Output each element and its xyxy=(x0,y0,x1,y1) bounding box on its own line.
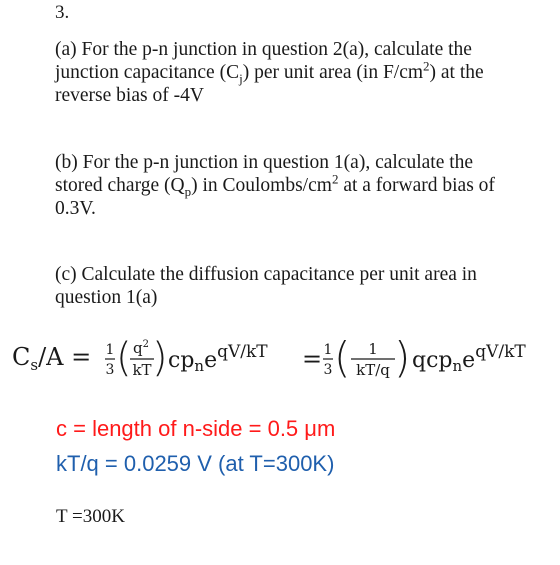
part-c-text xyxy=(55,263,477,309)
formula-left-paren-1: ( xyxy=(116,335,132,381)
formula-third-denominator-2: 3 xyxy=(323,362,333,378)
question-number: 3. xyxy=(55,2,70,23)
formula-f2-denominator: kT/q xyxy=(356,361,390,379)
formula-lhs: $C_s/A$ = xyxy=(12,343,92,374)
part-c-line-1: (c) Calculate the diffusion capacitance per unit area in xyxy=(55,264,477,285)
length-note: c = length of n-side = 0.5 μm xyxy=(56,416,336,441)
formula-f1-denominator: kT xyxy=(132,361,152,379)
part-c-line-2: question 1(a) xyxy=(55,287,158,308)
formula-third-denominator: 3 xyxy=(105,362,115,378)
formula-f1-tail: cpne$^{qV/kT}$ xyxy=(168,342,268,375)
part-a-line-2: junction capacitance $(C_j)$ per unit area (in $F/cm^2$) at the xyxy=(55,58,484,86)
formula-right-paren-1: ) xyxy=(152,335,168,381)
formula-left-paren-2: ( xyxy=(334,333,351,382)
part-b-line-2: stored charge $(Q_p)$ in Coulombs/$cm^2$ at a forward bias of xyxy=(55,171,495,199)
part-b-text xyxy=(55,151,495,220)
part-a-line-3: reverse bias of -4V xyxy=(55,85,204,106)
temperature-label: T =300K xyxy=(56,506,125,527)
part-b-line-3: 0.3V. xyxy=(55,198,96,219)
formula-third-numerator-2: 1 xyxy=(323,342,333,358)
formula-f2-numerator: 1 xyxy=(368,340,378,358)
formula-f1-numerator: $q^2$ xyxy=(133,339,149,357)
part-b-line-1: (b) For the p-n junction in question 1(a), calculate the xyxy=(55,152,474,173)
thermal-voltage-note: kT/q = 0.0259 V (at T=300K) xyxy=(56,451,335,476)
formula-third-numerator: 1 xyxy=(105,342,115,358)
formula-f2-tail: qcpne$^{qV/kT}$ xyxy=(412,342,526,375)
part-a-line-1: (a) For the p-n junction in question 2(a), calculate the xyxy=(55,39,472,60)
formula-right-paren-2: ) xyxy=(394,333,411,382)
diffusion-capacitance-formula xyxy=(2,322,558,392)
part-a-text xyxy=(55,38,484,107)
formula-equals: = xyxy=(302,345,323,373)
